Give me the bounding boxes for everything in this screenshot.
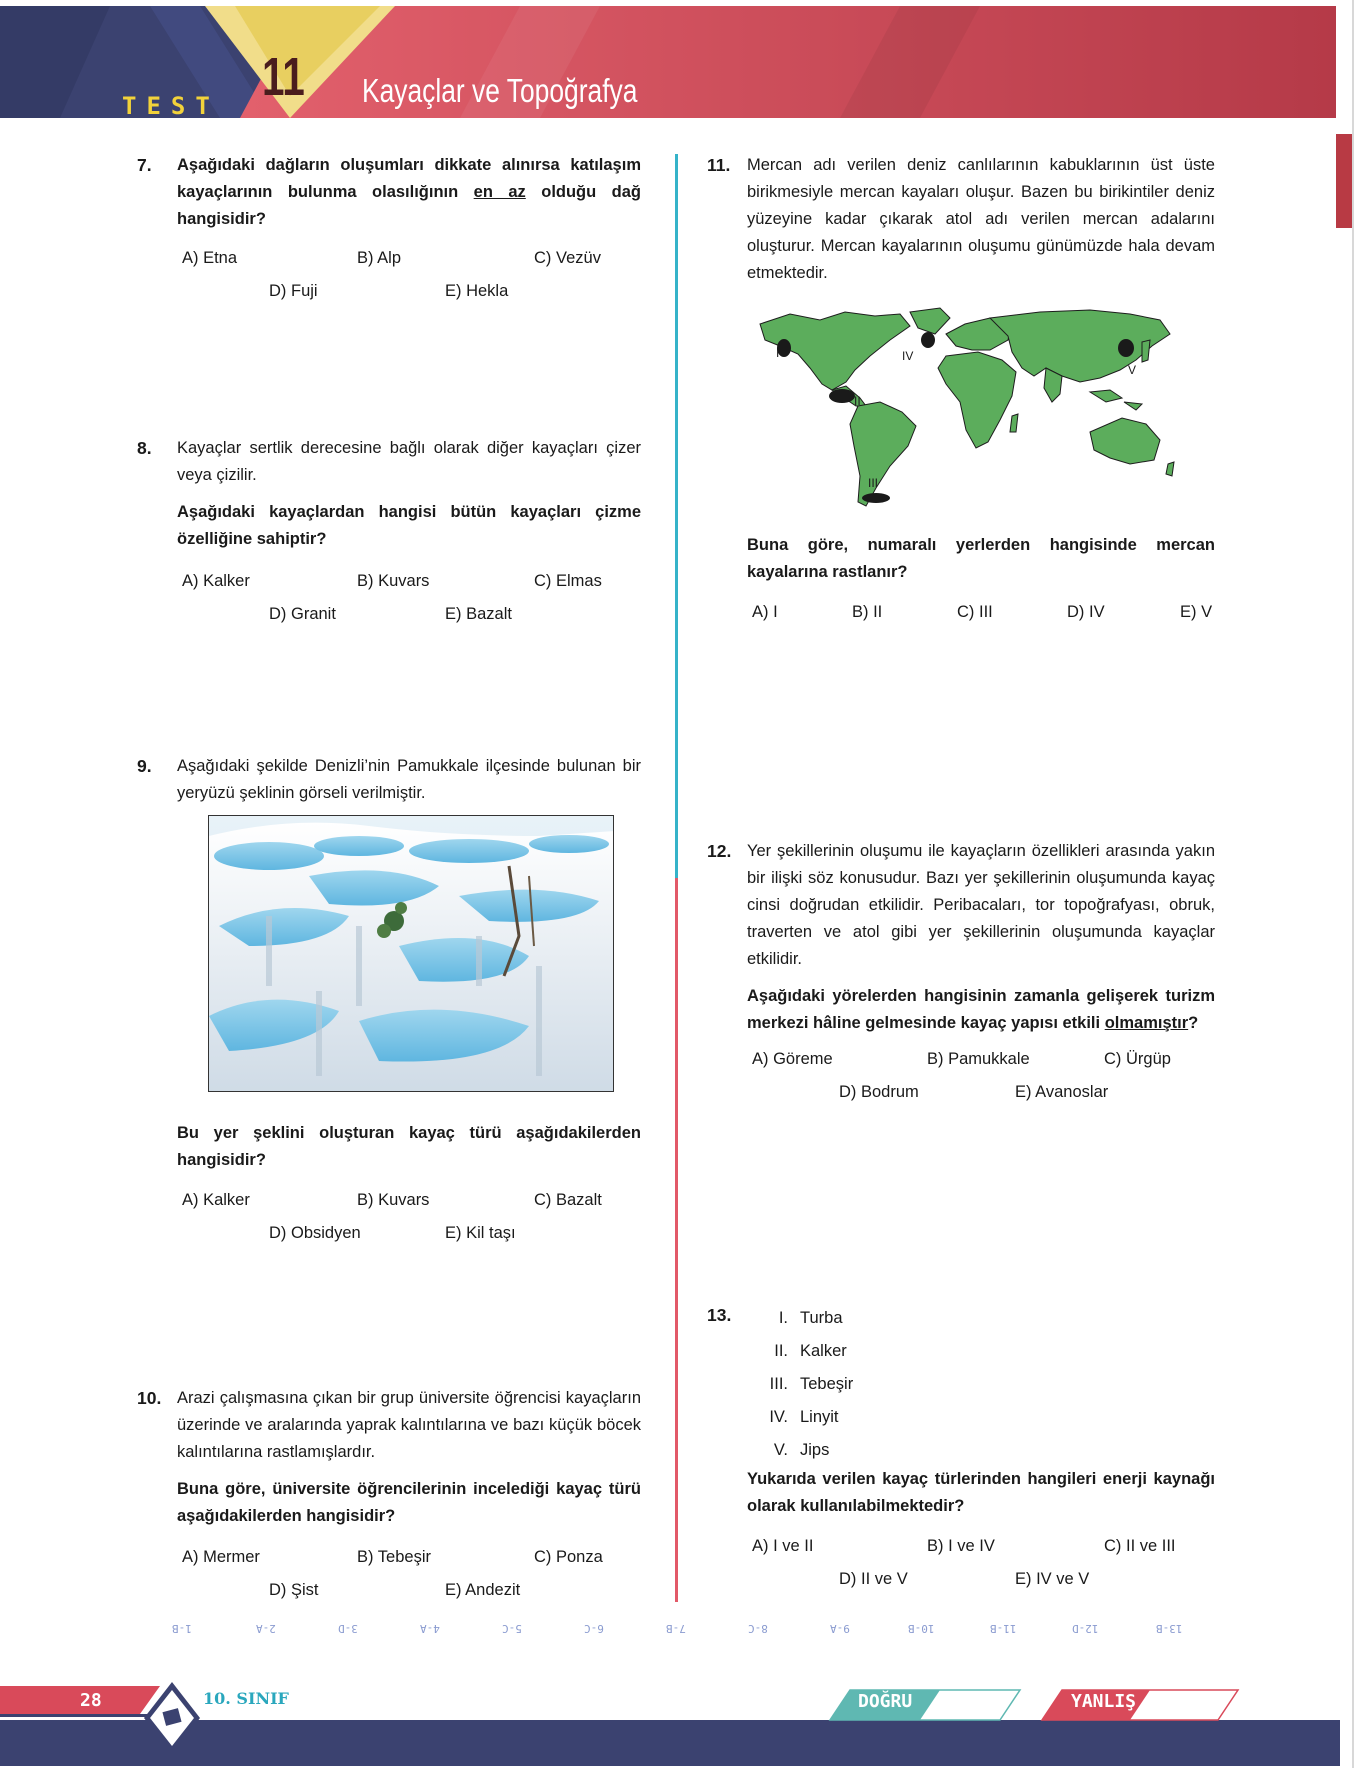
question-number: 10. [137, 1388, 162, 1408]
question-stem [747, 1466, 1215, 1530]
question-stem [177, 435, 641, 563]
question-intro: Kayaçlar sertlik derecesine bağlı olarak diğer kayaçları çizer veya çizilir. [177, 439, 641, 484]
option-c[interactable]: C) Ponza [534, 1548, 603, 1566]
options [182, 565, 642, 631]
option-c[interactable]: C) III [957, 603, 993, 621]
option-b[interactable]: B) Kuvars [357, 1191, 430, 1209]
option-e[interactable]: E) V [1180, 603, 1213, 621]
option-c[interactable]: C) Elmas [534, 572, 602, 590]
wrong-count-label: YANLIŞ [1071, 1691, 1137, 1712]
map-label-ii: II [854, 394, 861, 408]
options [182, 242, 642, 308]
test-label: TEST [122, 92, 220, 120]
question-stem [747, 532, 1215, 596]
options [752, 1043, 1212, 1109]
option-d[interactable]: D) Obsidyen [269, 1224, 361, 1242]
map-label-v: V [1128, 363, 1137, 377]
stem-text: olduğu dağ hangisidir? [177, 183, 641, 228]
roman-numeral: II. [774, 1342, 788, 1360]
roman-numeral: I. [778, 1309, 788, 1327]
option-d[interactable]: D) Granit [269, 605, 336, 623]
question-text-part: ? [1188, 1014, 1199, 1032]
option-a[interactable]: A) Kalker [182, 572, 250, 590]
question-8 [137, 435, 647, 635]
question-intro: Yer şekillerinin oluşumu ile kayaçların özellikleri arasında yakın bir ilişki söz konusudur. Bazı yer şekillerinin oluşumunda kayaç cinsi doğrudan etkilidir. Peribacaları, tor topoğrafyası, obruk, traverten ve atol gibi yer şekillerinin oluşumunda kayaçlar etkilidir. [747, 842, 1215, 968]
column-divider-bottom [675, 878, 678, 1602]
question-stem [747, 838, 1215, 1047]
question-number: 9. [137, 756, 152, 776]
answer-key-item: 1-B [172, 1622, 192, 1635]
stem-text: Aşağıdaki dağların oluşumları dikkate alınırsa katılaşım kayaçlarının bulunma olasılığının [177, 156, 641, 201]
item-text: Linyit [800, 1408, 839, 1426]
option-a[interactable]: A) Göreme [752, 1050, 833, 1068]
option-d[interactable]: D) Şist [269, 1581, 319, 1599]
option-a[interactable]: A) Kalker [182, 1191, 250, 1209]
option-c[interactable]: C) Vezüv [534, 249, 601, 267]
question-text: Bu yer şeklini oluşturan kayaç türü aşağıdakilerden hangisidir? [177, 1124, 641, 1169]
question-10 [137, 1385, 647, 1605]
pamukkale-photo [208, 815, 614, 1092]
answer-key-item: 2-A [256, 1622, 276, 1635]
answer-key [160, 1622, 1210, 1642]
answer-key-item: 5-C [502, 1622, 522, 1635]
question-7 [137, 152, 647, 312]
list-item [748, 1434, 853, 1467]
option-d[interactable]: D) IV [1067, 603, 1105, 621]
options [182, 1184, 642, 1250]
item-text: Kalker [800, 1342, 847, 1360]
question-text-part: Aşağıdaki yörelerden hangisinin zamanla gelişerek turizm merkezi hâline gelmesinde kayaç yapısı etkili [747, 987, 1215, 1032]
answer-key-item: 3-D [338, 1622, 358, 1635]
option-e[interactable]: E) Andezit [445, 1581, 521, 1599]
list-item [748, 1335, 853, 1368]
question-number: 11. [707, 155, 731, 175]
answer-key-item: 12-D [1072, 1622, 1099, 1635]
list-item [748, 1368, 853, 1401]
list-item [748, 1302, 853, 1335]
item-text: Turba [800, 1309, 843, 1327]
list-item [748, 1401, 853, 1434]
option-b[interactable]: B) II [852, 603, 883, 621]
answer-key-item: 8-C [748, 1622, 768, 1635]
page-title: Kayaçlar ve Topoğrafya [362, 72, 638, 109]
option-d[interactable]: D) Bodrum [839, 1083, 919, 1101]
option-e[interactable]: E) Avanoslar [1015, 1083, 1109, 1101]
answer-key-item: 11-B [990, 1622, 1017, 1635]
item-text: Tebeşir [800, 1375, 854, 1393]
roman-numeral: III. [769, 1375, 788, 1393]
options [752, 1530, 1212, 1596]
answer-key-item: 4-A [420, 1622, 440, 1635]
item-text: Jips [800, 1441, 830, 1459]
answer-key-item: 7-B [666, 1622, 686, 1635]
question-stem [747, 152, 1215, 297]
roman-numeral: IV. [769, 1408, 788, 1426]
map-marker-iv [921, 332, 935, 348]
correct-count-label: DOĞRU [858, 1691, 913, 1712]
world-map [750, 306, 1186, 531]
page-number: 28 [80, 1690, 102, 1711]
question-stem [177, 1385, 641, 1540]
option-b[interactable]: B) Kuvars [357, 572, 430, 590]
question-intro: Mercan adı verilen deniz canlılarının kabuklarının üst üste birikmesiyle mercan kayaları oluşur. Bazen bu birikintiler deniz yüzeyine kadar çıkarak atol adı verilen mercan adalarını oluşturur. Mercan kayalarının oluşumu günümüzde hala devam etmektedir. [747, 156, 1215, 282]
map-marker-iii [862, 493, 890, 503]
options [182, 1541, 642, 1607]
answer-key-item: 6-C [584, 1622, 604, 1635]
question-text: Buna göre, numaralı yerlerden hangisinde mercan kayalarına rastlanır? [747, 536, 1215, 581]
option-a[interactable]: A) I ve II [752, 1537, 814, 1555]
grade-label: 10. SINIF [203, 1689, 289, 1708]
question-13-prompt [707, 1466, 1217, 1596]
answer-key-item: 10-B [908, 1622, 935, 1635]
question-11-prompt [707, 532, 1217, 632]
column-divider-top [675, 154, 678, 878]
question-text: Buna göre, üniversite öğrencilerinin incelediği kayaç türü aşağıdakilerden hangisidir? [177, 1480, 641, 1525]
option-d[interactable]: D) II ve V [839, 1570, 908, 1588]
question-stem [177, 152, 641, 233]
option-b[interactable]: B) Alp [357, 249, 402, 267]
map-label-iii: III [868, 476, 879, 490]
answer-key-item: 9-A [830, 1622, 850, 1635]
question-text: Yukarıda verilen kayaç türlerinden hangileri enerji kaynağı olarak kullanılabilmektedir? [747, 1470, 1215, 1515]
option-a[interactable]: A) I [752, 603, 778, 621]
stem-underline: en az [473, 183, 526, 201]
question-number: 12. [707, 841, 732, 861]
question-number: 8. [137, 438, 152, 458]
option-e[interactable]: E) Hekla [445, 282, 509, 300]
roman-numeral: V. [773, 1441, 788, 1459]
question-text [747, 983, 1215, 1037]
option-b[interactable]: B) I ve IV [927, 1537, 995, 1555]
question-intro: Arazi çalışmasına çıkan bir grup üniversite öğrencisi kayaçların üzerinde ve aralarında yaprak kalıntılarına ve bazı küçük böcek kalıntılarına rastlamışlardır. [177, 1389, 641, 1461]
question-stem [177, 1120, 641, 1184]
question-stem [177, 753, 641, 817]
answer-key-item: 13-B [1156, 1622, 1183, 1635]
option-e[interactable]: E) Kil taşı [445, 1224, 516, 1242]
option-b[interactable]: B) Tebeşir [357, 1548, 431, 1566]
map-label-i: I [776, 346, 780, 360]
test-number: 11 [262, 47, 305, 107]
question-underline: olmamıştır [1104, 1014, 1189, 1032]
option-a[interactable]: A) Mermer [182, 1548, 260, 1566]
option-c[interactable]: C) Ürgüp [1104, 1050, 1171, 1068]
question-9-prompt [137, 1120, 647, 1270]
option-c[interactable]: C) II ve III [1104, 1537, 1176, 1555]
options [752, 596, 1222, 629]
page-header [0, 6, 1336, 118]
option-e[interactable]: E) IV ve V [1015, 1570, 1090, 1588]
question-number: 7. [137, 155, 152, 175]
map-label-iv: IV [902, 349, 914, 363]
map-marker-ii [829, 389, 855, 403]
option-c[interactable]: C) Bazalt [534, 1191, 602, 1209]
question-intro: Aşağıdaki şekilde Denizli’nin Pamukkale ilçesinde bulunan bir yeryüzü şeklinin görseli verilmiştir. [177, 757, 641, 802]
question-11 [707, 152, 1217, 292]
option-a[interactable]: A) Etna [182, 249, 238, 267]
question-9 [137, 753, 647, 813]
map-marker-v [1118, 339, 1134, 357]
question-13 [707, 1302, 747, 1332]
item-list [748, 1302, 853, 1467]
option-b[interactable]: B) Pamukkale [927, 1050, 1030, 1068]
question-number: 13. [707, 1305, 732, 1325]
option-d[interactable]: D) Fuji [269, 282, 318, 300]
question-12 [707, 838, 1217, 1108]
option-e[interactable]: E) Bazalt [445, 605, 512, 623]
question-text: Aşağıdaki kayaçlardan hangisi bütün kayaçları çizme özelliğine sahiptir? [177, 503, 641, 548]
